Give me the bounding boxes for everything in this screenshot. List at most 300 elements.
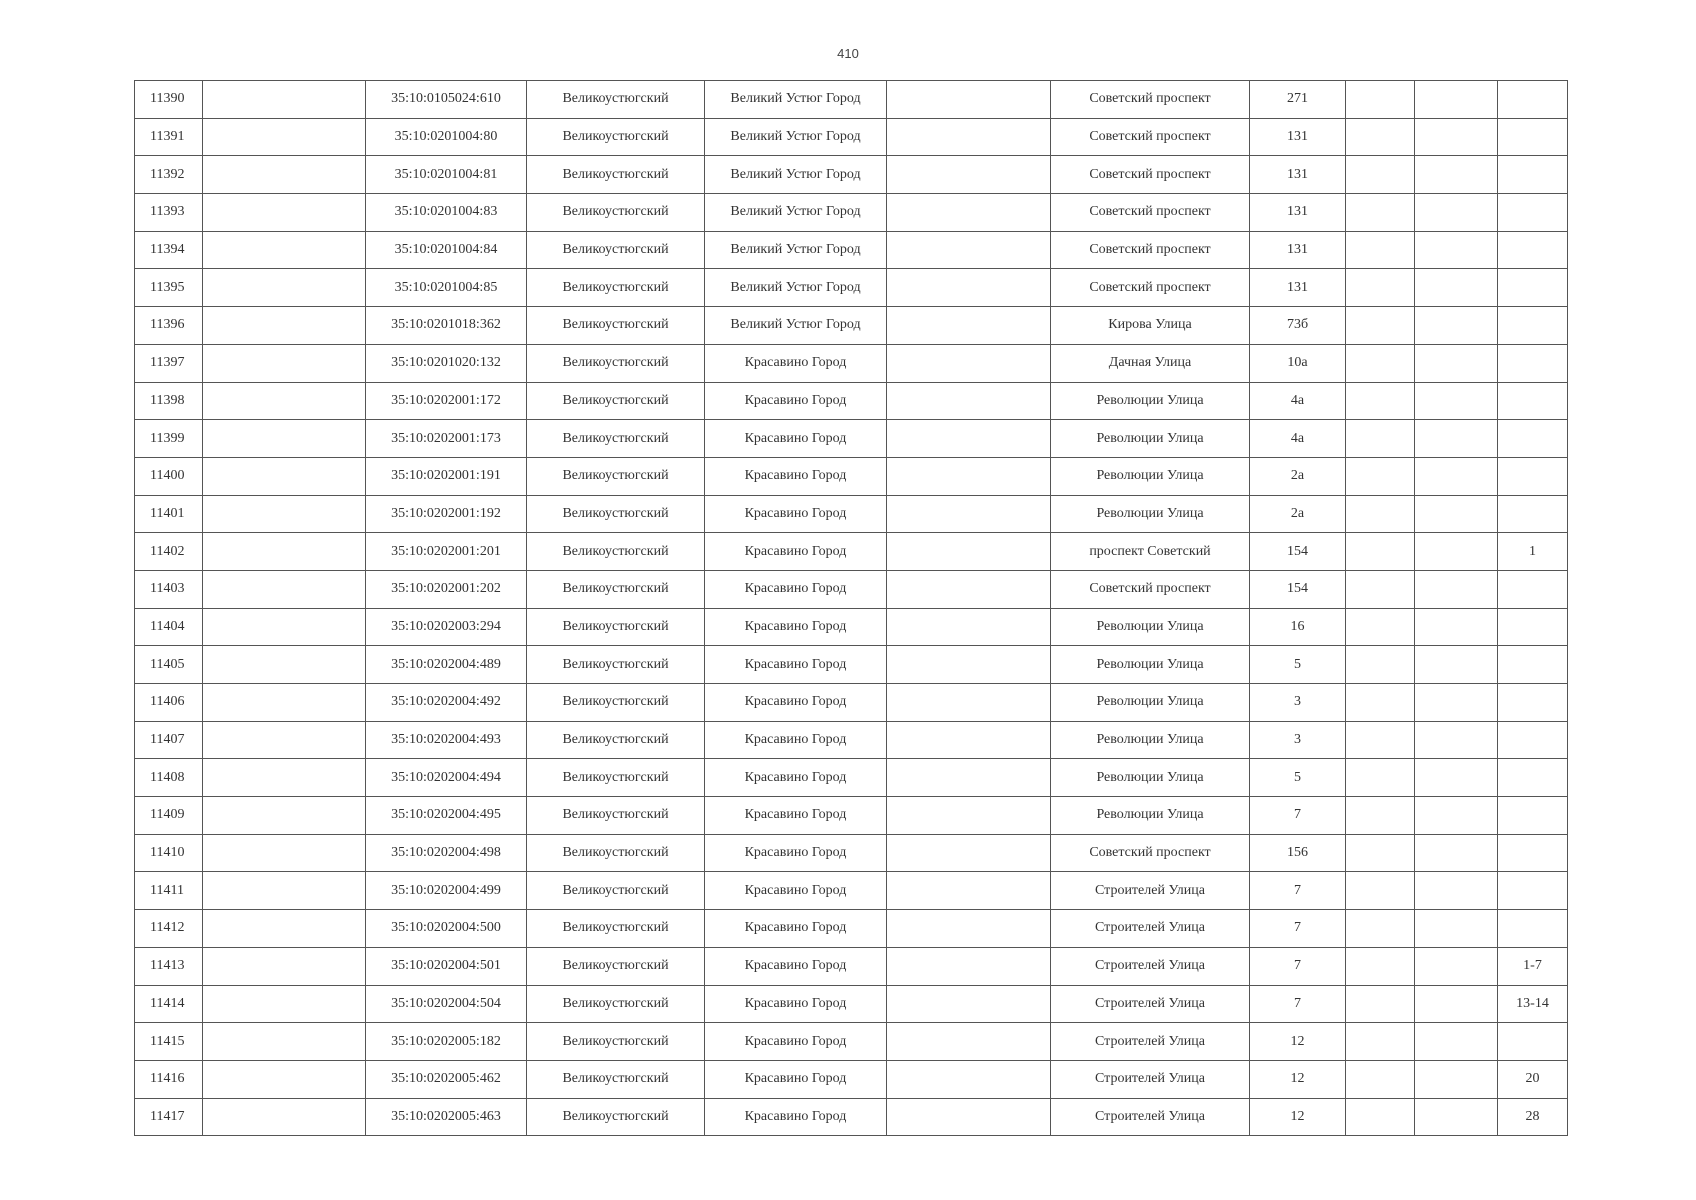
locality-cell [887, 495, 1051, 533]
empty-cell [203, 344, 366, 382]
cadastral-number-cell: 35:10:0202004:504 [366, 985, 527, 1023]
empty-cell [203, 1023, 366, 1061]
apartment-cell [1498, 684, 1568, 722]
house-number-cell: 154 [1250, 533, 1346, 571]
building-cell [1346, 269, 1415, 307]
locality-cell [887, 834, 1051, 872]
locality-cell [887, 1098, 1051, 1136]
cadastral-number-cell: 35:10:0201018:362 [366, 307, 527, 345]
street-cell: Революции Улица [1051, 684, 1250, 722]
street-cell: Кирова Улица [1051, 307, 1250, 345]
building-cell [1346, 457, 1415, 495]
street-cell: Советский проспект [1051, 156, 1250, 194]
apartment-cell [1498, 834, 1568, 872]
settlement-cell: Красавино Город [705, 721, 887, 759]
street-cell: Советский проспект [1051, 269, 1250, 307]
empty-cell [203, 194, 366, 232]
apartment-cell: 1 [1498, 533, 1568, 571]
district-cell: Великоустюгский [527, 684, 705, 722]
empty-cell [203, 608, 366, 646]
settlement-cell: Красавино Город [705, 533, 887, 571]
street-cell: Революции Улица [1051, 608, 1250, 646]
street-cell: Революции Улица [1051, 457, 1250, 495]
house-number-cell: 2а [1250, 495, 1346, 533]
table-row [135, 646, 1568, 684]
settlement-cell: Великий Устюг Город [705, 81, 887, 119]
apartment-cell [1498, 156, 1568, 194]
house-number-cell: 131 [1250, 194, 1346, 232]
house-number-cell: 7 [1250, 797, 1346, 835]
record-number-cell: 11392 [135, 156, 203, 194]
district-cell: Великоустюгский [527, 269, 705, 307]
district-cell: Великоустюгский [527, 81, 705, 119]
empty-cell [203, 797, 366, 835]
cadastral-number-cell: 35:10:0202005:463 [366, 1098, 527, 1136]
district-cell: Великоустюгский [527, 495, 705, 533]
settlement-cell: Красавино Город [705, 457, 887, 495]
settlement-cell: Красавино Город [705, 834, 887, 872]
table-row [135, 495, 1568, 533]
locality-cell [887, 81, 1051, 119]
structure-cell [1415, 307, 1498, 345]
record-number-cell: 11408 [135, 759, 203, 797]
locality-cell [887, 759, 1051, 797]
district-cell: Великоустюгский [527, 797, 705, 835]
house-number-cell: 7 [1250, 910, 1346, 948]
table-row [135, 570, 1568, 608]
structure-cell [1415, 194, 1498, 232]
table-row [135, 1098, 1568, 1136]
record-number-cell: 11409 [135, 797, 203, 835]
house-number-cell: 12 [1250, 1023, 1346, 1061]
street-cell: Революции Улица [1051, 797, 1250, 835]
cadastral-number-cell: 35:10:0201004:84 [366, 231, 527, 269]
record-number-cell: 11402 [135, 533, 203, 571]
building-cell [1346, 420, 1415, 458]
structure-cell [1415, 344, 1498, 382]
district-cell: Великоустюгский [527, 608, 705, 646]
street-cell: Советский проспект [1051, 231, 1250, 269]
street-cell: Дачная Улица [1051, 344, 1250, 382]
building-cell [1346, 81, 1415, 119]
cadastral-number-cell: 35:10:0202004:493 [366, 721, 527, 759]
settlement-cell: Красавино Город [705, 947, 887, 985]
record-number-cell: 11401 [135, 495, 203, 533]
locality-cell [887, 194, 1051, 232]
empty-cell [203, 759, 366, 797]
street-cell: Советский проспект [1051, 834, 1250, 872]
record-number-cell: 11398 [135, 382, 203, 420]
table-row [135, 231, 1568, 269]
apartment-cell [1498, 910, 1568, 948]
building-cell [1346, 910, 1415, 948]
record-number-cell: 11390 [135, 81, 203, 119]
structure-cell [1415, 570, 1498, 608]
street-cell: проспект Советский [1051, 533, 1250, 571]
cadastral-number-cell: 35:10:0201004:80 [366, 118, 527, 156]
street-cell: Строителей Улица [1051, 985, 1250, 1023]
record-number-cell: 11399 [135, 420, 203, 458]
settlement-cell: Красавино Город [705, 872, 887, 910]
district-cell: Великоустюгский [527, 947, 705, 985]
record-number-cell: 11411 [135, 872, 203, 910]
apartment-cell [1498, 118, 1568, 156]
house-number-cell: 12 [1250, 1098, 1346, 1136]
empty-cell [203, 81, 366, 119]
record-number-cell: 11416 [135, 1060, 203, 1098]
table-row [135, 1023, 1568, 1061]
record-number-cell: 11412 [135, 910, 203, 948]
district-cell: Великоустюгский [527, 721, 705, 759]
house-number-cell: 7 [1250, 872, 1346, 910]
table-row [135, 344, 1568, 382]
district-cell: Великоустюгский [527, 872, 705, 910]
locality-cell [887, 684, 1051, 722]
structure-cell [1415, 947, 1498, 985]
table-row [135, 608, 1568, 646]
building-cell [1346, 1060, 1415, 1098]
building-cell [1346, 985, 1415, 1023]
table-row [135, 985, 1568, 1023]
house-number-cell: 5 [1250, 759, 1346, 797]
street-cell: Советский проспект [1051, 118, 1250, 156]
locality-cell [887, 533, 1051, 571]
house-number-cell: 73б [1250, 307, 1346, 345]
structure-cell [1415, 382, 1498, 420]
district-cell: Великоустюгский [527, 420, 705, 458]
building-cell [1346, 608, 1415, 646]
cadastral-number-cell: 35:10:0202001:172 [366, 382, 527, 420]
building-cell [1346, 495, 1415, 533]
cadastral-number-cell: 35:10:0202004:499 [366, 872, 527, 910]
cadastral-number-cell: 35:10:0202004:489 [366, 646, 527, 684]
cadastral-number-cell: 35:10:0202004:494 [366, 759, 527, 797]
cadastral-number-cell: 35:10:0201004:85 [366, 269, 527, 307]
record-number-cell: 11394 [135, 231, 203, 269]
district-cell: Великоустюгский [527, 570, 705, 608]
apartment-cell [1498, 457, 1568, 495]
district-cell: Великоустюгский [527, 1098, 705, 1136]
record-number-cell: 11417 [135, 1098, 203, 1136]
structure-cell [1415, 910, 1498, 948]
record-number-cell: 11413 [135, 947, 203, 985]
settlement-cell: Красавино Город [705, 759, 887, 797]
building-cell [1346, 231, 1415, 269]
empty-cell [203, 570, 366, 608]
street-cell: Строителей Улица [1051, 910, 1250, 948]
locality-cell [887, 118, 1051, 156]
cadastral-number-cell: 35:10:0202004:501 [366, 947, 527, 985]
locality-cell [887, 344, 1051, 382]
apartment-cell [1498, 307, 1568, 345]
table-body [135, 81, 1568, 1136]
record-number-cell: 11410 [135, 834, 203, 872]
district-cell: Великоустюгский [527, 457, 705, 495]
table-row [135, 156, 1568, 194]
apartment-cell [1498, 570, 1568, 608]
settlement-cell: Великий Устюг Город [705, 307, 887, 345]
record-number-cell: 11415 [135, 1023, 203, 1061]
apartment-cell [1498, 797, 1568, 835]
empty-cell [203, 382, 366, 420]
district-cell: Великоустюгский [527, 307, 705, 345]
empty-cell [203, 985, 366, 1023]
district-cell: Великоустюгский [527, 910, 705, 948]
house-number-cell: 2а [1250, 457, 1346, 495]
house-number-cell: 131 [1250, 231, 1346, 269]
settlement-cell: Красавино Город [705, 797, 887, 835]
cadastral-number-cell: 35:10:0201004:83 [366, 194, 527, 232]
apartment-cell [1498, 759, 1568, 797]
apartment-cell: 28 [1498, 1098, 1568, 1136]
apartment-cell [1498, 872, 1568, 910]
cadastral-number-cell: 35:10:0202001:173 [366, 420, 527, 458]
record-number-cell: 11403 [135, 570, 203, 608]
settlement-cell: Красавино Город [705, 910, 887, 948]
street-cell: Строителей Улица [1051, 1060, 1250, 1098]
settlement-cell: Красавино Город [705, 1023, 887, 1061]
table-row [135, 834, 1568, 872]
table-row [135, 307, 1568, 345]
empty-cell [203, 118, 366, 156]
settlement-cell: Красавино Город [705, 684, 887, 722]
apartment-cell [1498, 495, 1568, 533]
apartment-cell [1498, 269, 1568, 307]
cadastral-number-cell: 35:10:0202003:294 [366, 608, 527, 646]
apartment-cell [1498, 231, 1568, 269]
record-number-cell: 11395 [135, 269, 203, 307]
district-cell: Великоустюгский [527, 533, 705, 571]
locality-cell [887, 1023, 1051, 1061]
street-cell: Советский проспект [1051, 570, 1250, 608]
building-cell [1346, 947, 1415, 985]
house-number-cell: 16 [1250, 608, 1346, 646]
structure-cell [1415, 118, 1498, 156]
street-cell: Революции Улица [1051, 420, 1250, 458]
table-row [135, 457, 1568, 495]
locality-cell [887, 985, 1051, 1023]
empty-cell [203, 231, 366, 269]
table-row [135, 721, 1568, 759]
district-cell: Великоустюгский [527, 1023, 705, 1061]
cadastral-number-cell: 35:10:0201004:81 [366, 156, 527, 194]
empty-cell [203, 457, 366, 495]
cadastral-number-cell: 35:10:0202005:182 [366, 1023, 527, 1061]
building-cell [1346, 307, 1415, 345]
record-number-cell: 11404 [135, 608, 203, 646]
locality-cell [887, 156, 1051, 194]
street-cell: Строителей Улица [1051, 872, 1250, 910]
empty-cell [203, 910, 366, 948]
cadastral-number-cell: 35:10:0202001:202 [366, 570, 527, 608]
apartment-cell [1498, 81, 1568, 119]
building-cell [1346, 570, 1415, 608]
settlement-cell: Великий Устюг Город [705, 194, 887, 232]
street-cell: Революции Улица [1051, 382, 1250, 420]
locality-cell [887, 382, 1051, 420]
settlement-cell: Красавино Город [705, 608, 887, 646]
building-cell [1346, 872, 1415, 910]
apartment-cell: 20 [1498, 1060, 1568, 1098]
building-cell [1346, 721, 1415, 759]
empty-cell [203, 684, 366, 722]
apartment-cell [1498, 194, 1568, 232]
locality-cell [887, 947, 1051, 985]
structure-cell [1415, 231, 1498, 269]
cadastral-number-cell: 35:10:0202004:492 [366, 684, 527, 722]
house-number-cell: 3 [1250, 721, 1346, 759]
building-cell [1346, 1023, 1415, 1061]
cadastral-number-cell: 35:10:0202005:462 [366, 1060, 527, 1098]
district-cell: Великоустюгский [527, 118, 705, 156]
locality-cell [887, 457, 1051, 495]
locality-cell [887, 797, 1051, 835]
settlement-cell: Красавино Город [705, 382, 887, 420]
apartment-cell: 13-14 [1498, 985, 1568, 1023]
structure-cell [1415, 872, 1498, 910]
street-cell: Строителей Улица [1051, 1023, 1250, 1061]
district-cell: Великоустюгский [527, 156, 705, 194]
house-number-cell: 7 [1250, 985, 1346, 1023]
table-row [135, 797, 1568, 835]
empty-cell [203, 533, 366, 571]
settlement-cell: Красавино Город [705, 1060, 887, 1098]
structure-cell [1415, 81, 1498, 119]
house-number-cell: 131 [1250, 118, 1346, 156]
empty-cell [203, 872, 366, 910]
cadastral-number-cell: 35:10:0202004:495 [366, 797, 527, 835]
table-row [135, 118, 1568, 156]
structure-cell [1415, 156, 1498, 194]
building-cell [1346, 797, 1415, 835]
record-number-cell: 11393 [135, 194, 203, 232]
table-row [135, 81, 1568, 119]
cadastral-number-cell: 35:10:0105024:610 [366, 81, 527, 119]
structure-cell [1415, 1060, 1498, 1098]
structure-cell [1415, 420, 1498, 458]
structure-cell [1415, 1023, 1498, 1061]
structure-cell [1415, 684, 1498, 722]
house-number-cell: 156 [1250, 834, 1346, 872]
locality-cell [887, 646, 1051, 684]
structure-cell [1415, 495, 1498, 533]
settlement-cell: Великий Устюг Город [705, 269, 887, 307]
record-number-cell: 11414 [135, 985, 203, 1023]
structure-cell [1415, 834, 1498, 872]
district-cell: Великоустюгский [527, 985, 705, 1023]
street-cell: Революции Улица [1051, 495, 1250, 533]
apartment-cell [1498, 608, 1568, 646]
settlement-cell: Красавино Город [705, 1098, 887, 1136]
settlement-cell: Красавино Город [705, 344, 887, 382]
record-number-cell: 11396 [135, 307, 203, 345]
record-number-cell: 11397 [135, 344, 203, 382]
table-row [135, 910, 1568, 948]
district-cell: Великоустюгский [527, 646, 705, 684]
structure-cell [1415, 797, 1498, 835]
structure-cell [1415, 646, 1498, 684]
structure-cell [1415, 985, 1498, 1023]
record-number-cell: 11406 [135, 684, 203, 722]
building-cell [1346, 533, 1415, 571]
table-row [135, 420, 1568, 458]
record-number-cell: 11400 [135, 457, 203, 495]
structure-cell [1415, 1098, 1498, 1136]
locality-cell [887, 910, 1051, 948]
settlement-cell: Красавино Город [705, 495, 887, 533]
locality-cell [887, 1060, 1051, 1098]
street-cell: Революции Улица [1051, 721, 1250, 759]
property-registry-table [134, 80, 1568, 1136]
house-number-cell: 12 [1250, 1060, 1346, 1098]
empty-cell [203, 947, 366, 985]
locality-cell [887, 269, 1051, 307]
empty-cell [203, 495, 366, 533]
building-cell [1346, 684, 1415, 722]
settlement-cell: Великий Устюг Город [705, 156, 887, 194]
house-number-cell: 7 [1250, 947, 1346, 985]
building-cell [1346, 344, 1415, 382]
street-cell: Революции Улица [1051, 646, 1250, 684]
locality-cell [887, 231, 1051, 269]
empty-cell [203, 156, 366, 194]
building-cell [1346, 1098, 1415, 1136]
table-row [135, 533, 1568, 571]
apartment-cell [1498, 646, 1568, 684]
table-row [135, 269, 1568, 307]
table-row [135, 1060, 1568, 1098]
district-cell: Великоустюгский [527, 194, 705, 232]
table-row [135, 759, 1568, 797]
building-cell [1346, 646, 1415, 684]
page-number: 410 [837, 46, 859, 61]
house-number-cell: 4а [1250, 420, 1346, 458]
table-row [135, 194, 1568, 232]
structure-cell [1415, 457, 1498, 495]
settlement-cell: Красавино Город [705, 985, 887, 1023]
house-number-cell: 10а [1250, 344, 1346, 382]
table-row [135, 684, 1568, 722]
building-cell [1346, 382, 1415, 420]
settlement-cell: Красавино Город [705, 646, 887, 684]
locality-cell [887, 570, 1051, 608]
street-cell: Революции Улица [1051, 759, 1250, 797]
house-number-cell: 5 [1250, 646, 1346, 684]
apartment-cell [1498, 344, 1568, 382]
building-cell [1346, 759, 1415, 797]
cadastral-number-cell: 35:10:0202001:192 [366, 495, 527, 533]
house-number-cell: 3 [1250, 684, 1346, 722]
building-cell [1346, 118, 1415, 156]
cadastral-number-cell: 35:10:0202004:498 [366, 834, 527, 872]
record-number-cell: 11405 [135, 646, 203, 684]
empty-cell [203, 1060, 366, 1098]
structure-cell [1415, 608, 1498, 646]
cadastral-number-cell: 35:10:0202001:201 [366, 533, 527, 571]
apartment-cell [1498, 1023, 1568, 1061]
table-row [135, 872, 1568, 910]
empty-cell [203, 1098, 366, 1136]
cadastral-number-cell: 35:10:0202001:191 [366, 457, 527, 495]
street-cell: Советский проспект [1051, 81, 1250, 119]
table-row [135, 382, 1568, 420]
district-cell: Великоустюгский [527, 834, 705, 872]
settlement-cell: Великий Устюг Город [705, 118, 887, 156]
house-number-cell: 131 [1250, 156, 1346, 194]
district-cell: Великоустюгский [527, 231, 705, 269]
district-cell: Великоустюгский [527, 1060, 705, 1098]
empty-cell [203, 646, 366, 684]
